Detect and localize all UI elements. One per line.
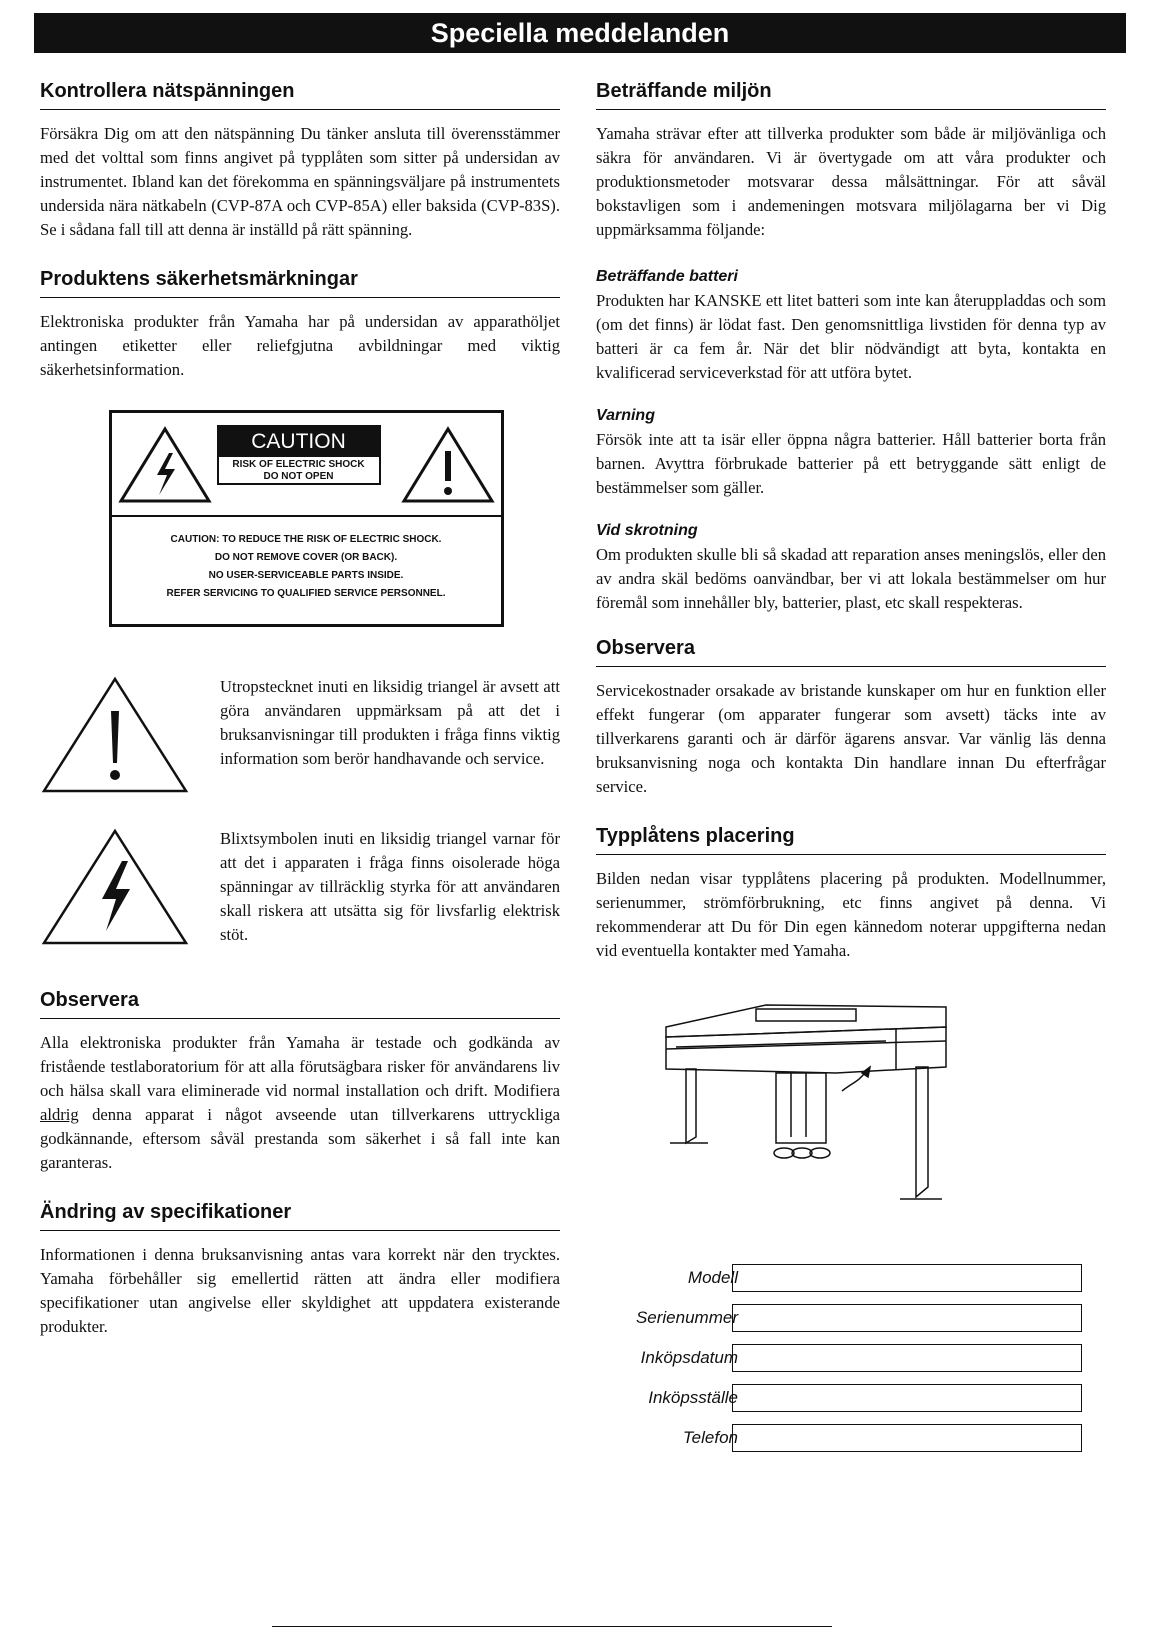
observera-left-body — [40, 1031, 560, 1175]
model-field[interactable] — [732, 1264, 1082, 1292]
model-label: Modell — [687, 1268, 738, 1287]
section-voltage — [40, 80, 560, 242]
observera-right-heading: Observera — [596, 637, 1106, 667]
disposal-heading: Vid skrotning — [596, 522, 698, 539]
observera-left-underlined: aldrig — [40, 1105, 79, 1124]
form-row-purchase-place — [596, 1382, 1106, 1422]
section-observera-right — [596, 637, 1106, 799]
piano-illustration — [656, 987, 956, 1217]
exclamation-triangle-icon — [40, 675, 190, 795]
purchase-date-label: Inköpsdatum — [640, 1348, 738, 1367]
safety-markings-heading: Produktens säkerhetsmärkningar — [40, 268, 560, 298]
nameplate-body: Bilden nedan visar typplåtens placering på produkten. Modellnummer, serienummer, strömförbrukning, etc finns angivet på denna. Vi rekommenderar att Du för Din egen kännedom noterar uppgifterna nedan vid eventuella kontakter med Yamaha. — [596, 869, 1106, 960]
form-row-serial — [596, 1302, 1106, 1342]
observera-left-heading: Observera — [40, 989, 560, 1019]
battery-body: Produkten har KANSKE ett litet batteri som inte kan återuppladdas och som (om det finns) är lödat fast. Den genomsnittliga livstiden för denna typ av batteri är ca fem år. När det blir nödvändigt att byta, kontakta en kvalificerad serviceverkstad för att utföra bytet. — [596, 291, 1106, 382]
caution-label-sticker — [217, 425, 381, 485]
form-row-phone — [596, 1422, 1106, 1462]
observera-left-text-a: Alla elektroniska produkter från Yamaha är testade och godkända av fristående testlaboratorium för att alla förutsägbara risker för användarens liv och hälsa skall vara eliminerade vid normal installation och drift. Modifiera — [40, 1033, 560, 1100]
caution-label-box — [109, 410, 504, 627]
environment-heading: Beträffande miljön — [596, 80, 1106, 110]
serial-label: Serienummer — [635, 1308, 738, 1327]
section-observera-left — [40, 989, 560, 1175]
purchase-date-field[interactable] — [732, 1344, 1082, 1372]
battery-heading: Beträffande batteri — [596, 268, 738, 285]
lightning-symbol-row — [40, 827, 560, 987]
specifications-body: Informationen i denna bruksanvisning antas vara korrekt när den trycktes. Yamaha förbehåller sig emellertid rätten att ändra eller modifiera specifikationer utan angivelse eller skyldighet att uppdatera existerande produkter. — [40, 1245, 560, 1336]
form-row-purchase-date — [596, 1342, 1106, 1382]
caution-do-not-open-text: DO NOT OPEN — [263, 471, 334, 482]
section-nameplate — [596, 825, 1106, 963]
lightning-symbol-text: Blixtsymbolen inuti en liksidig triangel varnar för att det i apparaten i fråga finns oisolerade höga spänningar av tillräcklig styrka för att användaren skall riskera att utsätta sig för livsfarlig elektrisk stöt. — [220, 829, 560, 944]
caution-line-4: REFER SERVICING TO QUALIFIED SERVICE PERSONNEL. — [166, 588, 446, 599]
caution-label-top — [112, 413, 501, 517]
exclamation-warning-icon — [400, 425, 496, 505]
safety-markings-body: Elektroniska produkter från Yamaha har på undersidan av apparathöljet antingen etiketter eller reliefgjutna avbildningar med viktig säkerhetsinformation. — [40, 312, 560, 379]
form-row-model — [596, 1262, 1106, 1302]
warning-body: Försök inte att ta isär eller öppna några batterier. Håll batterier borta från barnen. Avyttra förbrukade batterier på ett betryggande sätt enligt de bestämmelser som gäller. — [596, 430, 1106, 497]
voltage-heading: Kontrollera nätspänningen — [40, 80, 560, 110]
section-environment — [596, 80, 1106, 242]
caution-line-2: DO NOT REMOVE COVER (OR BACK). — [214, 552, 398, 563]
purchase-place-field[interactable] — [732, 1384, 1082, 1412]
purchase-place-label: Inköpsställe — [648, 1388, 738, 1407]
warning-heading: Varning — [596, 407, 655, 424]
footer-rule — [272, 1626, 832, 1627]
environment-body: Yamaha strävar efter att tillverka produkter som både är miljövänliga och säkra för användaren. Vi är övertygade om att våra produkter och produktionsmetoder motsvarar dessa målsättningar. För att såväl bokstavligen som i andemeningen motsvara miljölagarna ber vi Dig uppmärksamma följande: — [596, 124, 1106, 239]
exclamation-symbol-text: Utropstecknet inuti en liksidig triangel är avsett att göra användaren uppmärksam på att det i bruksanvisningar till produkten i fråga finns viktig information som berör handhavande och service. — [220, 677, 560, 768]
section-specifications — [40, 1201, 560, 1339]
caution-line-3: NO USER-SERVICEABLE PARTS INSIDE. — [208, 570, 404, 581]
voltage-body: Försäkra Dig om att den nätspänning Du tänker ansluta till överensstämmer med det volttal som finns angivet på typplåten som sitter på undersidan av instrumentet. Ibland kan det förekomma en spänningsväljare på instrumentets undersida nära nätkabeln (CVP-87A och CVP-85A) eller baksida (CVP-83S). Se i sådana fall till att denna är inställd på rätt spänning. — [40, 124, 560, 239]
serial-field[interactable] — [732, 1304, 1082, 1332]
nameplate-heading: Typplåtens placering — [596, 825, 1106, 855]
left-column — [40, 80, 560, 1365]
subsection-battery — [596, 268, 1106, 385]
right-column — [596, 80, 1106, 1462]
exclamation-symbol-row — [40, 675, 560, 825]
subsection-disposal — [596, 522, 1106, 615]
phone-field[interactable] — [732, 1424, 1082, 1452]
caution-risk-text: RISK OF ELECTRIC SHOCK — [232, 459, 365, 470]
nameplate-form — [596, 1262, 1106, 1462]
lightning-triangle-icon — [40, 827, 190, 947]
subsection-warning — [596, 407, 1106, 500]
observera-right-body: Servicekostnader orsakade av bristande kunskaper om hur en funktion eller effekt fungerar (om apparater fungerar som avsett) täcks inte av tillverkarens garanti och är därför ägarens ansvar. Var vänlig läs denna bruksanvisning noga och kontakta Din handlare innan Du efterfrågar service. — [596, 681, 1106, 796]
specifications-heading: Ändring av specifikationer — [40, 1201, 560, 1231]
phone-label: Telefon — [682, 1428, 738, 1447]
section-safety-markings — [40, 268, 560, 382]
caution-title: CAUTION — [219, 427, 379, 457]
observera-left-text-b: denna apparat i något avseende utan tillverkarens uttryckliga godkännande, eftersom såväl prestanda som säkerhet i så fall inte kan garanteras. — [40, 1105, 560, 1172]
disposal-body: Om produkten skulle bli så skadad att reparation anses meningslös, eller den av andra skäl bedöms oanvändbar, ber vi att lokala bestämmelser om hur föremål som innehåller bly, batterier, plast, etc skall respekteras. — [596, 545, 1106, 612]
page-title-banner: Speciella meddelanden — [34, 13, 1126, 53]
caution-instructions — [112, 531, 501, 603]
caution-line-1: CAUTION: TO REDUCE THE RISK OF ELECTRIC SHOCK. — [170, 534, 442, 545]
lightning-warning-icon — [117, 425, 213, 505]
